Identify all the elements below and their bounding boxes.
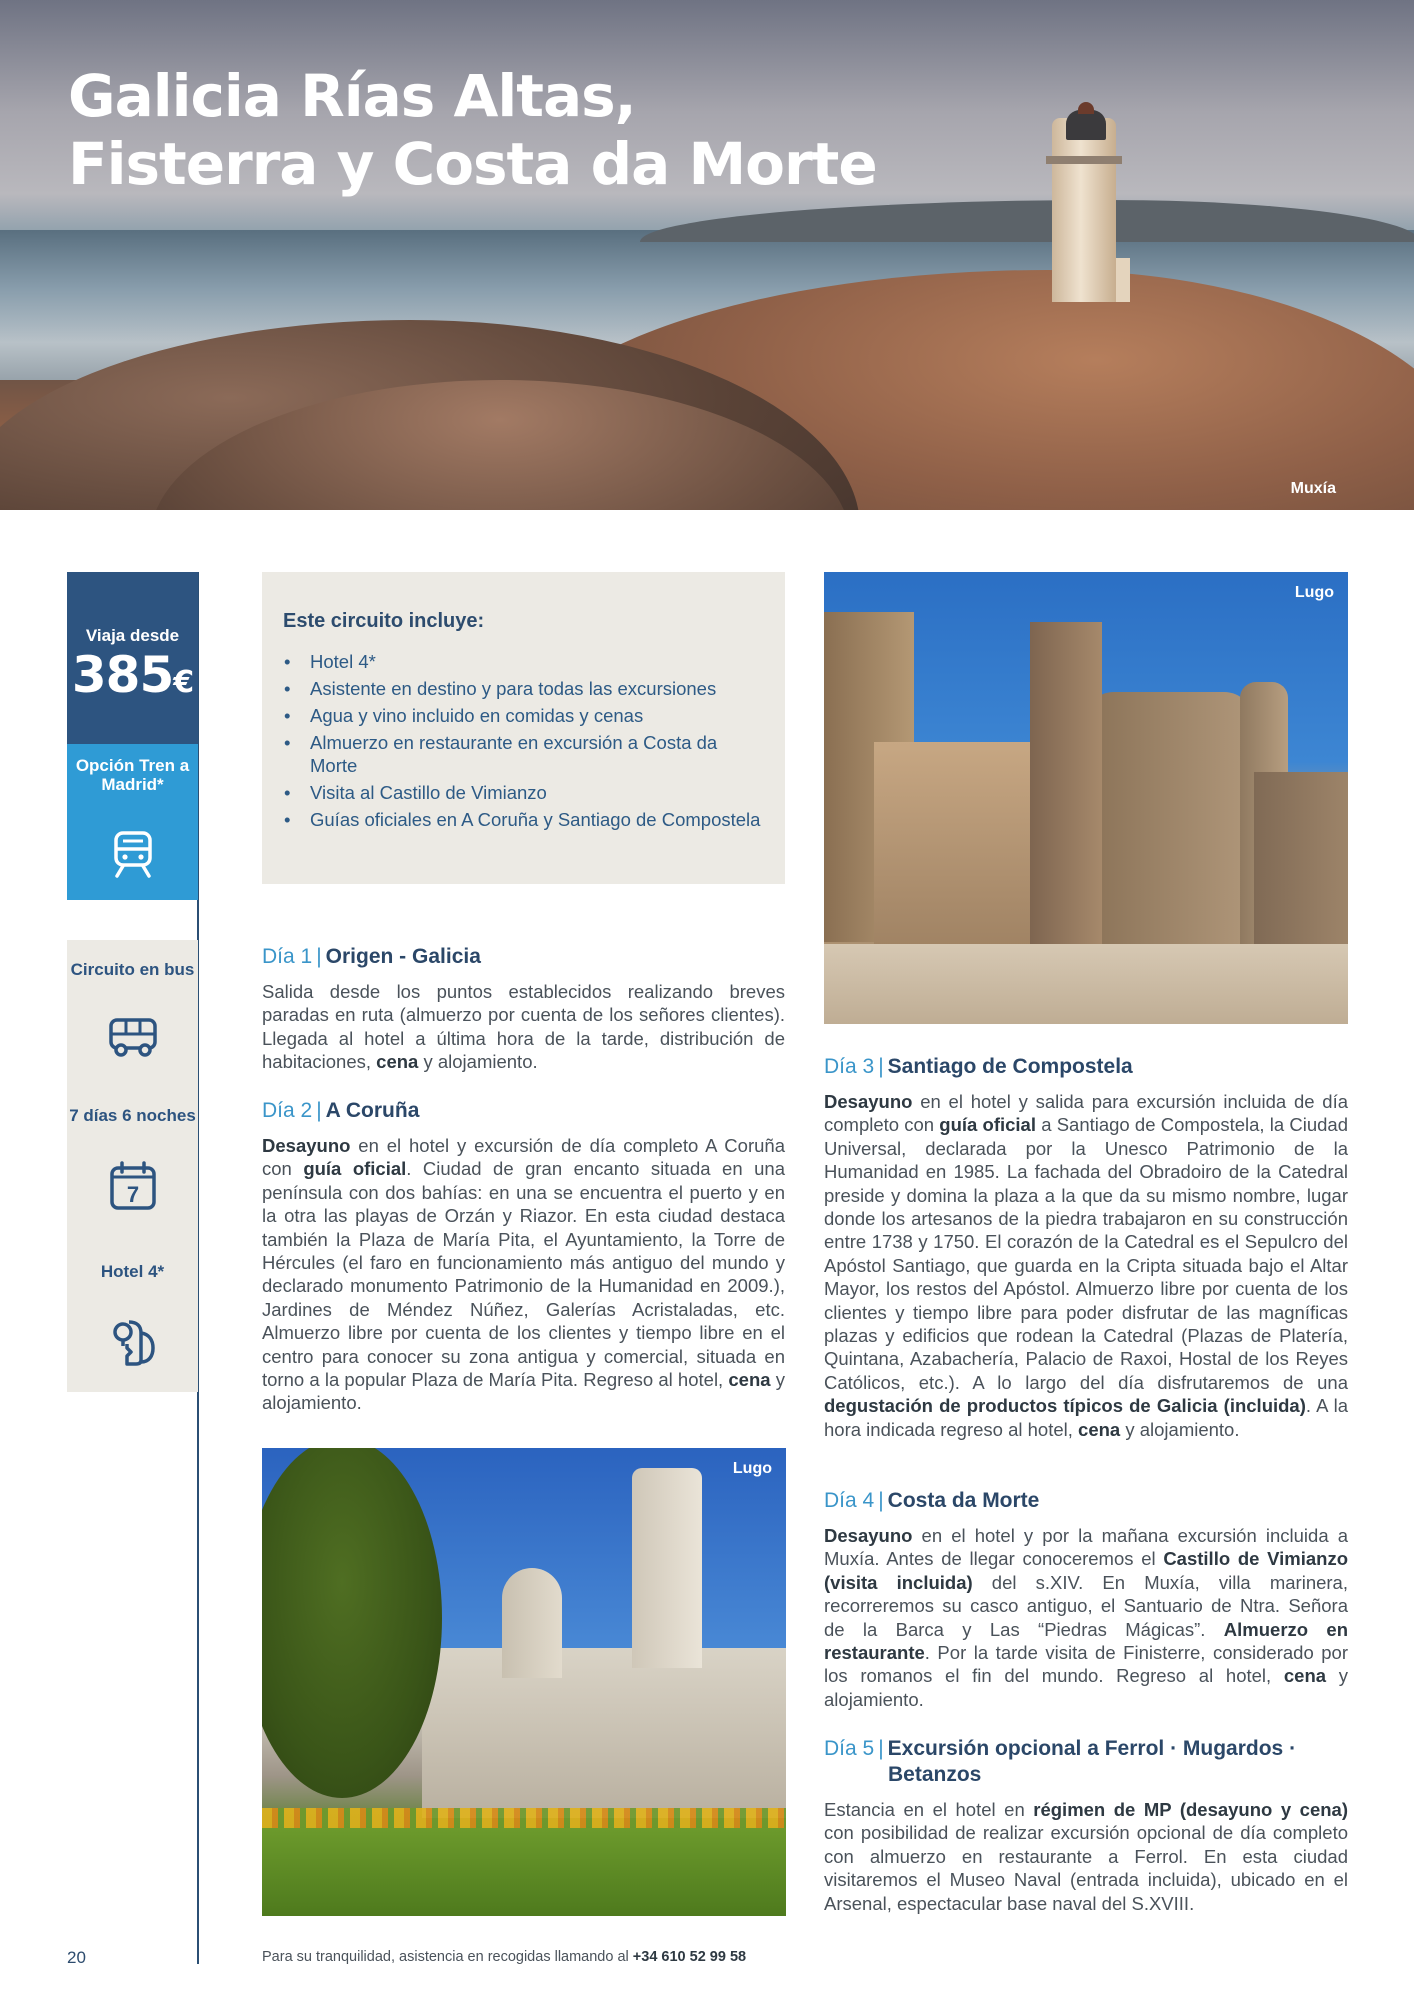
train-option-panel xyxy=(67,744,198,900)
day-description: Desayuno en el hotel y salida para excursión incluida de día completo con guía oficial a Santiago de Compostela, la Ciudad Universal, declarada por la Unesco Patrimonio de la Humanidad en 1985. La fachada del Obradoiro de la Catedral preside y domina la plaza a la que da su mismo nombre, lugar donde los artesanos de la piedra trabajaron en su construcción entre 1738 y 1750. El corazón de la Catedral es el Sepulcro del Apóstol Santiago, que guarda en la Cripta situada bajo el Altar Mayor, los restos del Apóstol. Almuerzo libre por cuenta de los clientes y tiempo libre para poder disfrutar de las magníficas plazas y edificios que rodean la Catedral (Plazas de Platería, Quintana, Azabachería, Palacio de Raxoi, Hostal de los Reyes Católicos, etc.). A lo largo del día disfrutaremos de una degustación de productos típicos de Galicia (incluida). A la hora indicada regreso al hotel, cena y alojamiento. xyxy=(824,1091,1348,1440)
trip-type-label: Circuito en bus xyxy=(70,960,195,979)
day-separator: | xyxy=(878,1055,884,1078)
itinerary-day-4 xyxy=(824,1488,1348,1711)
day-number: Día 4 xyxy=(824,1489,875,1512)
calendar-icon xyxy=(107,1160,159,1212)
photo-building xyxy=(422,1648,786,1818)
day-title: Excursión opcional a Ferrol · Mugardos · Betanzos xyxy=(887,1737,1297,1786)
duration-label: 7 días 6 noches xyxy=(69,1106,196,1125)
photo-plaza xyxy=(824,944,1348,1024)
photo-caption: Lugo xyxy=(732,1460,772,1477)
day-number: Día 3 xyxy=(824,1055,875,1078)
page-title xyxy=(68,62,877,198)
day-heading xyxy=(824,1488,1348,1514)
includes-list xyxy=(282,650,762,835)
day-separator: | xyxy=(878,1489,884,1512)
day-description: Salida desde los puntos establecidos realizando breves paradas en ruta (almuerzo por cuenta de los señores clientes). Llegada al hotel a última hora de la tarde, distribución de habitaciones, cena y alojamiento. xyxy=(262,981,785,1073)
footer-note-text: Para su tranquilidad, asistencia en recogidas llamando al xyxy=(262,1949,633,1965)
panel-shadow xyxy=(78,892,190,902)
hotel-category-label: Hotel 4* xyxy=(100,1262,165,1281)
includes-item: • Agua y vino incluido en comidas y cenas xyxy=(282,704,762,727)
panel-shadow xyxy=(290,876,770,886)
photo-lugo-town-hall xyxy=(262,1448,786,1916)
day-title: Origen - Galicia xyxy=(325,945,481,968)
day-number: Día 2 xyxy=(262,1099,313,1122)
price-panel xyxy=(67,572,198,744)
day-separator: | xyxy=(878,1737,884,1760)
day-title: A Coruña xyxy=(325,1099,420,1122)
photo-clock-tower xyxy=(632,1468,702,1668)
day-heading xyxy=(824,1054,1348,1080)
price-label: Viaja desde xyxy=(85,626,180,645)
includes-title: Este circuito incluye: xyxy=(283,610,485,632)
footer-phone: +34 610 52 99 58 xyxy=(632,1949,747,1965)
photo-tower xyxy=(502,1568,562,1678)
day-separator: | xyxy=(316,945,322,968)
hero-banner xyxy=(0,0,1414,510)
hero-headland xyxy=(640,200,1414,242)
day-description: Estancia en el hotel en régimen de MP (desayuno y cena) con posibilidad de realizar excursión opcional de día completo con almuerzo en restaurante a Ferrol. En esta ciudad visitaremos el Museo Naval (entrada incluida), ubicado en el Arsenal, espectacular base naval del S.XVIII. xyxy=(824,1799,1349,1914)
train-option-label: Opción Tren a Madrid* xyxy=(75,756,190,794)
day-heading xyxy=(262,944,785,970)
bus-icon xyxy=(107,1012,159,1064)
photo-building xyxy=(1254,772,1348,952)
price-value xyxy=(67,646,198,704)
page-title-line: Galicia Rías Altas, xyxy=(68,62,636,130)
includes-item: • Hotel 4* xyxy=(282,650,762,673)
photo-tree xyxy=(262,1448,442,1798)
lighthouse-cap xyxy=(1078,102,1094,114)
lighthouse-gallery xyxy=(1046,156,1122,164)
itinerary-day-3 xyxy=(824,1054,1348,1441)
itinerary-day-2 xyxy=(262,1098,785,1415)
page-title-line: Fisterra y Costa da Morte xyxy=(68,130,877,198)
page-number: 20 xyxy=(67,1948,86,1967)
day-title: Santiago de Compostela xyxy=(887,1055,1133,1078)
train-icon xyxy=(111,830,155,878)
hero-photo-caption: Muxía xyxy=(1290,480,1336,497)
day-heading xyxy=(262,1098,785,1124)
day-description: Desayuno en el hotel y por la mañana excursión incluida a Muxía. Antes de llegar conoceremos el Castillo de Vimianzo (visita incluida) del s.XIV. En Muxía, villa marinera, recorreremos su casco antiguo, el Santuario de Ntra. Señora de la Barca y Las “Piedras Mágicas”. Almuerzo en restaurante. Por la tarde visita de Finisterre, considerado por los romanos el fin del mundo. Regreso al hotel, cena y alojamiento. xyxy=(824,1525,1349,1710)
calendar-icon-number: 7 xyxy=(126,1182,140,1207)
includes-box xyxy=(262,572,785,884)
lighthouse xyxy=(1052,118,1116,302)
photo-caption: Lugo xyxy=(1294,584,1334,601)
day-description: Desayuno en el hotel y excursión de día completo A Coruña con guía oficial. Ciudad de gran encanto situada en una península con dos bahías: en una se encuentra el puerto y en la otra las playas de Orzán y Riazor. En esta ciudad destaca también la Plaza de María Pita, el Ayuntamiento, la Torre de Hércules (el faro en funcionamiento más antiguo del mundo y declarado monumento Patrimonio de la Humanidad en 2009.), Jardines de Méndez Núñez, Galerías Acristaladas, etc. Almuerzo libre por cuenta de los clientes y tiempo libre en el centro para conocer su zona antigua y comercial, situada en torno a la popular Plaza de María Pita. Regreso al hotel, cena y alojamiento. xyxy=(262,1135,786,1414)
includes-item: • Almuerzo en restaurante en excursión a Costa da Morte xyxy=(282,731,762,777)
photo-lawn xyxy=(262,1828,786,1916)
day-separator: | xyxy=(316,1099,322,1122)
itinerary-day-5 xyxy=(824,1736,1348,1915)
photo-tower xyxy=(1030,622,1102,952)
lighthouse-lantern xyxy=(1066,110,1106,140)
day-number: Día 1 xyxy=(262,945,313,968)
footer-note xyxy=(262,1949,746,1965)
itinerary-day-1 xyxy=(262,944,785,1074)
includes-item: • Guías oficiales en A Coruña y Santiago de Compostela xyxy=(282,808,762,831)
includes-item: • Asistente en destino y para todas las excursiones xyxy=(282,677,762,700)
photo-lugo-cathedral xyxy=(824,572,1348,1024)
day-number: Día 5 xyxy=(824,1737,875,1760)
panel-shadow xyxy=(78,1384,190,1394)
trip-info-panel xyxy=(67,940,198,1392)
day-title: Costa da Morte xyxy=(887,1489,1040,1512)
day-heading xyxy=(824,1736,1348,1788)
price-currency: € xyxy=(173,665,194,700)
includes-item: • Visita al Castillo de Vimianzo xyxy=(282,781,762,804)
price-amount: 385 xyxy=(71,646,174,704)
hotel-key-icon xyxy=(107,1316,159,1368)
photo-church xyxy=(1084,692,1254,952)
